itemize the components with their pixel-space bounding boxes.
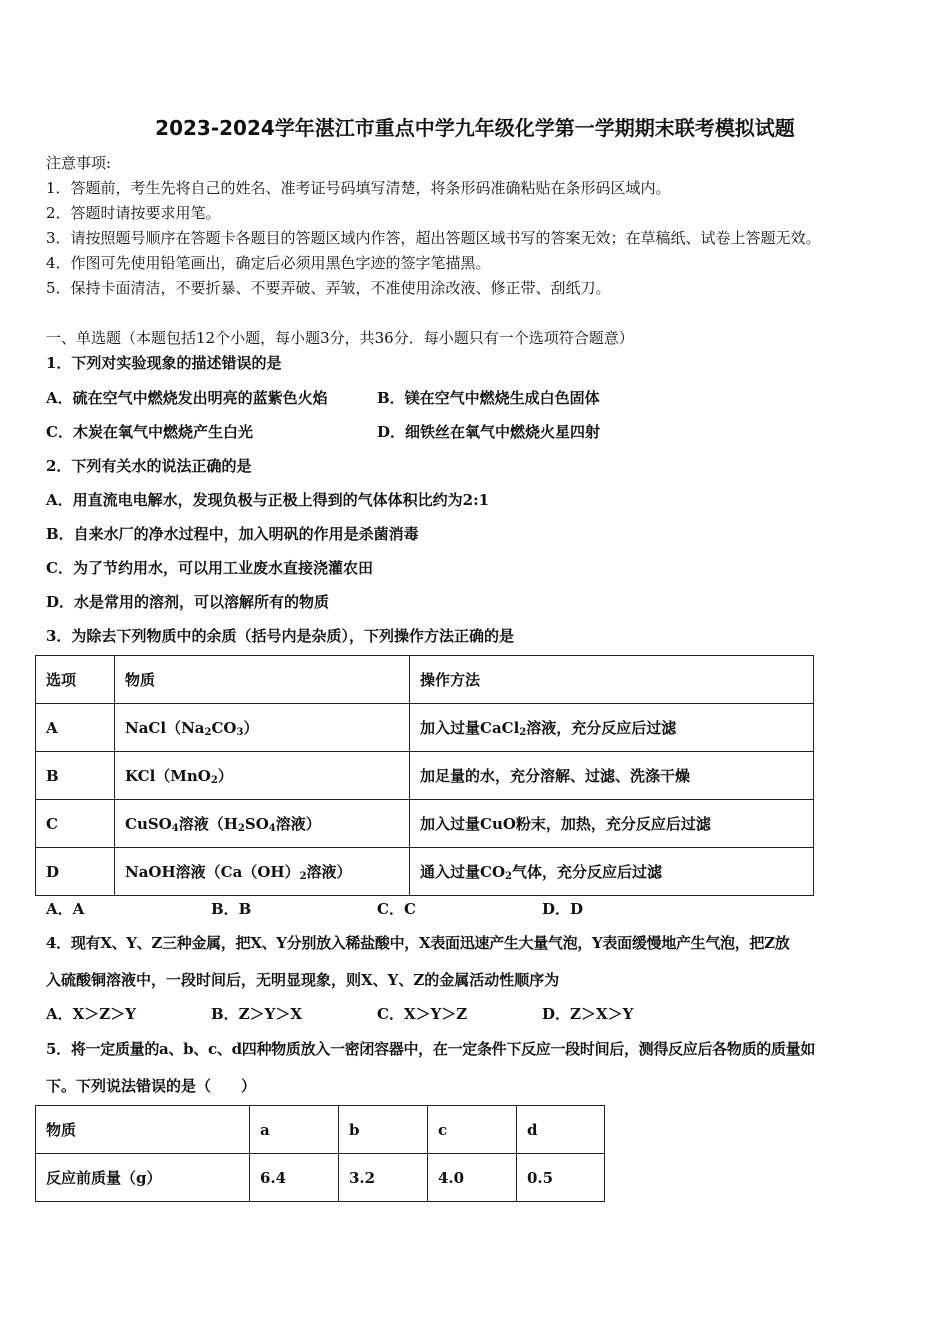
q4-choice-c: C．X＞Y＞Z: [377, 1005, 468, 1023]
notice-item: 5．保持卡面清洁，不要折暴、不要弄破、弄皱，不准使用涂改液、修正带、刮纸刀。: [46, 279, 611, 297]
notice-item: 1．答题前，考生先将自己的姓名、准考证号码填写清楚，将条形码准确粘贴在条形码区域内。: [46, 179, 671, 197]
notice-item: 3．请按照题号顺序在答题卡各题目的答题区域内作答，超出答题区域书写的答案无效；在草稿纸、试卷上答题无效。: [46, 229, 821, 247]
q3-stem: 3．为除去下列物质中的余质（括号内是杂质），下列操作方法正确的是: [46, 627, 514, 645]
table-cell: CuSO$_4$溶液（$H_2SO_4$溶液）: [115, 800, 410, 848]
table-row: [36, 848, 814, 896]
q3-choice-d: D．D: [542, 900, 584, 918]
table-row: [36, 752, 814, 800]
page-title: 2023-2024学年湛江市重点中学九年级化学第一学期期末联考模拟试题: [155, 116, 795, 140]
q1-option-a: A．硫在空气中燃烧发出明亮的蓝紫色火焰: [46, 389, 328, 407]
notice-item: 2．答题时请按要求用笔。: [46, 204, 221, 222]
table-header: 物质: [115, 656, 410, 704]
table-header: c: [428, 1106, 517, 1154]
q1-option-b: B．镁在空气中燃烧生成白色固体: [377, 389, 600, 407]
table-header: b: [339, 1106, 428, 1154]
table-cell: A: [36, 704, 115, 752]
table-cell: 6.4: [250, 1154, 339, 1202]
q2-option-a: A．用直流电电解水，发现负极与正极上得到的气体体积比约为2:1: [46, 491, 490, 509]
table-cell: 0.5: [517, 1154, 605, 1202]
q5-stem-line2: 下。下列说法错误的是（ ）: [46, 1077, 257, 1095]
table-header: a: [250, 1106, 339, 1154]
q4-stem-line1: 4．现有X、Y、Z三种金属，把X、Y分别放入稀盐酸中，X表面迅速产生大量气泡，Y表面缓慢地产生气泡，把Z放: [46, 934, 790, 952]
q1-option-d: D．细铁丝在氧气中燃烧火星四射: [377, 423, 601, 441]
q4-stem-line2: 入硫酸铜溶液中，一段时间后，无明显现象，则X、Y、Z的金属活动性顺序为: [46, 971, 560, 989]
table-cell: 加入过量CuO粉末，加热，充分反应后过滤: [410, 800, 814, 848]
q2-option-c: C．为了节约用水，可以用工业废水直接浇灌农田: [46, 559, 373, 577]
table-cell: NaOH溶液（$Ca(OH)_2$溶液）: [115, 848, 410, 896]
table-cell: B: [36, 752, 115, 800]
table-cell: 3.2: [339, 1154, 428, 1202]
q2-option-b: B．自来水厂的净水过程中，加入明矾的作用是杀菌消毒: [46, 525, 419, 543]
table-row: [36, 704, 814, 752]
q1-option-c: C．木炭在氧气中燃烧产生白光: [46, 423, 253, 441]
notice-heading: 注意事项:: [46, 154, 112, 172]
table-header: d: [517, 1106, 605, 1154]
q5-table: [35, 1105, 605, 1202]
q4-choice-a: A．X＞Z＞Y: [46, 1005, 136, 1023]
notice-item: 4．作图可先使用铅笔画出，确定后必须用黑色字迹的签字笔描黑。: [46, 254, 491, 272]
q4-choice-d: D．Z＞X＞Y: [542, 1005, 634, 1023]
table-cell: C: [36, 800, 115, 848]
table-cell: 加入过量CaCl$_2$溶液，充分反应后过滤: [410, 704, 814, 752]
q5-stem-line1: 5．将一定质量的a、b、c、d四种物质放入一密闭容器中，在一定条件下反应一段时间后，测得反应后各物质的质量如: [46, 1040, 816, 1058]
table-header: 操作方法: [410, 656, 814, 704]
table-row: [36, 800, 814, 848]
q3-choice-b: B．B: [211, 900, 252, 918]
q1-stem: 1．下列对实验现象的描述错误的是: [46, 354, 282, 372]
table-row: [36, 1106, 605, 1154]
table-cell: KCl（MnO$_2$）: [115, 752, 410, 800]
table-cell: 加足量的水，充分溶解、过滤、洗涤干燥: [410, 752, 814, 800]
table-cell: 反应前质量（g）: [36, 1154, 250, 1202]
table-cell: 通入过量$CO_2$气体，充分反应后过滤: [410, 848, 814, 896]
table-row: [36, 1154, 605, 1202]
q3-choice-a: A．A: [46, 900, 85, 918]
q3-table: [35, 655, 814, 896]
q3-choice-c: C．C: [377, 900, 416, 918]
table-cell: $NaCl(Na_2CO_3)$: [115, 704, 410, 752]
table-header: 选项: [36, 656, 115, 704]
table-cell: D: [36, 848, 115, 896]
table-header: 物质: [36, 1106, 250, 1154]
table-cell: 4.0: [428, 1154, 517, 1202]
q4-choice-b: B．Z＞Y＞X: [211, 1005, 302, 1023]
q2-option-d: D．水是常用的溶剂，可以溶解所有的物质: [46, 593, 330, 611]
q2-stem: 2．下列有关水的说法正确的是: [46, 457, 252, 475]
section-heading: 一、单选题（本题包括12个小题，每小题3分，共36分．每小题只有一个选项符合题意）: [46, 329, 634, 347]
